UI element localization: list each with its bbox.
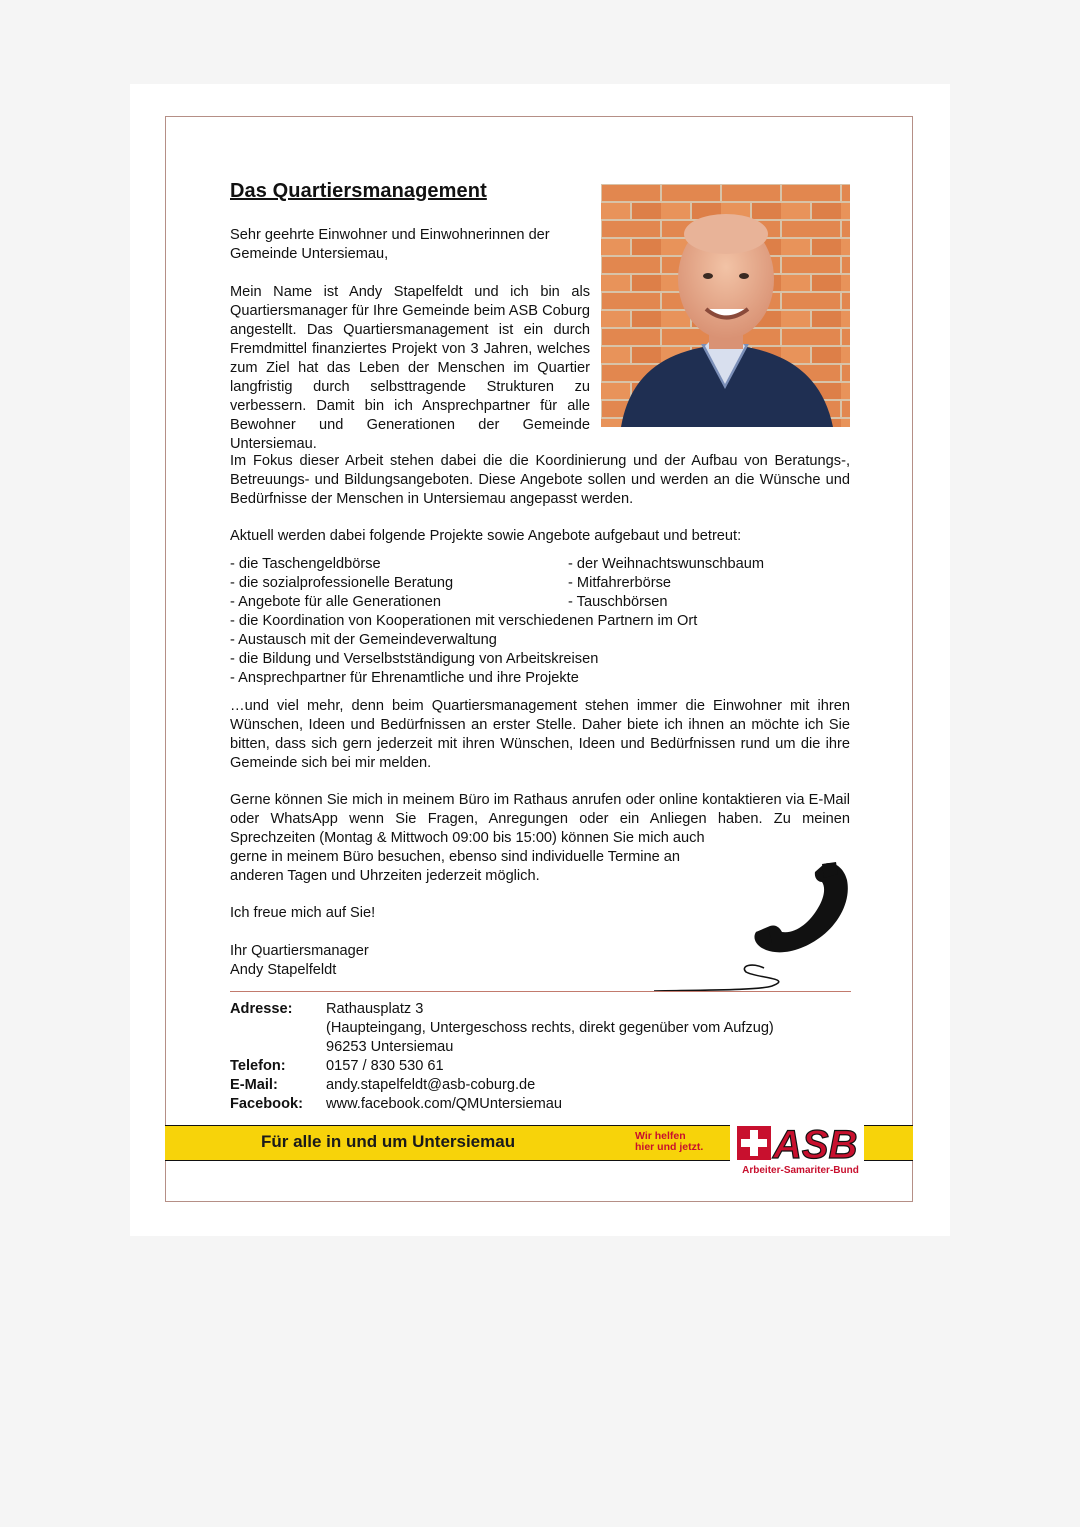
projects-list [230, 555, 850, 688]
asb-logo-text: ASB [773, 1123, 858, 1166]
facebook-row [230, 1095, 850, 1114]
address-line: Rathausplatz 3 [326, 1001, 424, 1017]
list-item-text: - der Weihnachtswunschbaum [568, 556, 765, 572]
phone-value: 0157 / 830 530 61 [326, 1058, 444, 1074]
facebook-value: www.facebook.com/QMUntersiemau [326, 1096, 563, 1112]
slogan-line: Wir helfen [635, 1130, 686, 1142]
email-row [230, 1076, 850, 1095]
footer-band-text: Für alle in und um Untersiemau [261, 1132, 516, 1151]
telephone-icon [752, 860, 852, 955]
facebook-label: Facebook: [230, 1096, 303, 1112]
list-item [230, 593, 850, 612]
list-item-text: - Tauschbörsen [568, 594, 668, 610]
address-value [326, 1000, 850, 1057]
portrait-image [601, 184, 850, 427]
slogan-line: hier und jetzt. [635, 1141, 704, 1153]
asb-logo [737, 1120, 864, 1166]
intro-paragraph: Mein Name ist Andy Stapelfeldt und ich bin als Quartiersmanager für Ihre Gemeinde beim ASB Coburg angestellt. Das Quartiersmanagement ist ein durch Fremdmittel finanziertes Projekt von 3 Jahren, welches zum Ziel hat das Leben der Menschen im Quartier langfristig durch selbsttragende Strukturen zu verbessern. Damit bin ich Ansprechpartner für alle Bewohner und Generationen der Gemeinde Untersiemau. [230, 284, 590, 452]
footer-slogan [635, 1131, 703, 1153]
email-value: andy.stapelfeldt@asb-coburg.de [326, 1077, 536, 1093]
address-label: Adresse: [230, 1001, 293, 1017]
footer-band [165, 1125, 730, 1161]
email-label: E-Mail: [230, 1077, 278, 1093]
greeting-text: Sehr geehrte Einwohner und Einwohnerinnen der Gemeinde Untersiemau, [230, 227, 550, 262]
list-item-text: - die Taschengeldbörse [230, 556, 381, 572]
contact-paragraph-line: anderen Tagen und Uhrzeiten jederzeit möglich. [230, 868, 540, 884]
list-item: - Ansprechpartner für Ehrenamtliche und ihre Projekte [230, 670, 579, 686]
signoff-name: Andy Stapelfeldt [230, 962, 337, 978]
projects-intro: Aktuell werden dabei folgende Projekte sowie Angebote aufgebaut und betreut: [230, 528, 742, 544]
page-title: Das Quartiersmanagement [230, 180, 487, 202]
list-item: - die Bildung und Verselbstständigung von Arbeitskreisen [230, 651, 599, 667]
address-line: (Haupteingang, Untergeschoss rechts, direkt gegenüber vom Aufzug) [326, 1020, 774, 1036]
list-item-text: - Angebote für alle Generationen [230, 594, 441, 610]
footer-band-end [864, 1125, 913, 1161]
contact-block [230, 1000, 850, 1114]
more-paragraph: …und viel mehr, denn beim Quartiersmanagement stehen immer die Einwohner mit ihren Wünschen, Ideen und Bedürfnissen an erster Stelle. Daher biete ich ihnen an möchte ich Sie bitten, dass sich gern jederzeit mit ihren Wünschen, Ideen und Bedürfnissen rund um die ihre Gemeinde sich bei mir melden. [230, 698, 850, 771]
phone-row [230, 1057, 850, 1076]
list-item: - Austausch mit der Gemeindeverwaltung [230, 632, 497, 648]
portrait-photo [601, 184, 850, 427]
address-line: 96253 Untersiemau [326, 1039, 454, 1055]
focus-paragraph: Im Fokus dieser Arbeit stehen dabei die die Koordinierung und der Aufbau von Beratungs-, Betreuungs- und Bildungsangeboten. Diese Angebote sollen und werden an die Wünsche und Bedürfnisse der Menschen in Untersiemau angepasst werden. [230, 453, 850, 507]
list-item-text: - die sozialprofessionelle Beratung [230, 575, 454, 591]
signoff-role: Ihr Quartiersmanager [230, 943, 369, 959]
intro-section [230, 226, 590, 454]
closing-text: Ich freue mich auf Sie! [230, 905, 376, 921]
list-item: - die Koordination von Kooperationen mit verschiedenen Partnern im Ort [230, 613, 698, 629]
address-row [230, 1000, 850, 1057]
list-item-text: - Mitfahrerbörse [568, 575, 671, 591]
list-item [230, 574, 850, 593]
contact-paragraph-line: gerne in meinem Büro besuchen, ebenso sind individuelle Termine an [230, 849, 680, 865]
contact-paragraph-main: Gerne können Sie mich in meinem Büro im Rathaus anrufen oder online kontaktieren via E-Mail oder WhatsApp wenn Sie Fragen, Anregungen oder ein Anliegen haben. Zu meinen Sprechzeiten (Montag & Mittwoch 09:00 bis 15:00) können Sie mich auch [230, 792, 850, 846]
asb-logo-subtitle: Arbeiter-Samariter-Bund [742, 1165, 859, 1176]
signature-scribble [652, 958, 802, 994]
phone-label: Telefon: [230, 1058, 286, 1074]
contact-divider [230, 991, 851, 992]
list-item [230, 555, 850, 574]
